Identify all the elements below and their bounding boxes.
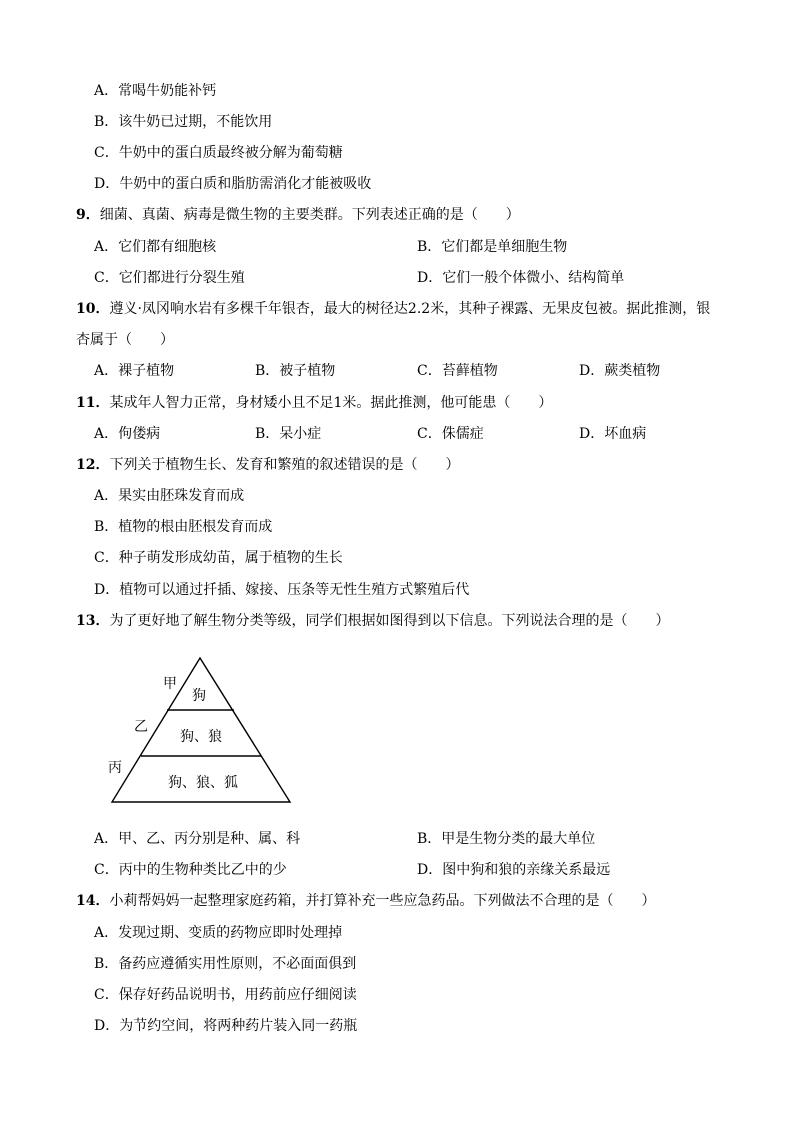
q10-stem [76,300,710,318]
q10-text-line2: 杏属于（ ） [76,332,174,348]
q12-option-c: C．种子萌发形成幼苗，属于植物的生长 [94,550,343,566]
q13-number: 13． [76,613,110,629]
q14-stem [76,892,655,910]
q10-text-line1: 遵义·凤冈响水岩有多棵千年银杏，最大的树径达2.2米，其种子裸露、无果皮包被。据此推测，银 [109,301,711,317]
q9-option-c: C．它们都进行分裂生殖 [94,270,245,286]
tier-middle-text: 狗、狼 [180,729,222,745]
q13-text: 为了更好地了解生物分类等级，同学们根据如图得到以下信息。下列说法合理的是（ ） [109,613,670,629]
q13-option-c: C．丙中的生物种类比乙中的少 [94,862,287,878]
tier-bottom-text: 狗、狼、狐 [168,775,238,791]
q12-number: 12． [76,457,110,473]
q9-option-b: B．它们都是单细胞生物 [417,239,568,255]
q11-number: 11． [76,395,110,411]
q8-option-d: D．牛奶中的蛋白质和脂肪需消化才能被吸收 [94,176,372,192]
q9-text: 细菌、真菌、病毒是微生物的主要类群。下列表述正确的是（ ） [99,207,520,223]
q14-option-c: C．保存好药品说明书，用药前应仔细阅读 [94,987,357,1003]
q10-option-d: D．蕨类植物 [579,363,661,379]
q9-number: 9． [76,207,100,223]
q13-option-b: B．甲是生物分类的最大单位 [417,831,596,847]
q11-text: 某成年人智力正常，身材矮小且不足1米。据此推测，他可能患（ ） [109,395,553,411]
label-yi: 乙 [134,719,148,735]
label-jia: 甲 [163,676,177,692]
q9-stem [76,206,520,224]
q13-stem [76,612,669,630]
label-bing: 丙 [108,760,122,776]
q8-option-a: A．常喝牛奶能补钙 [94,83,217,99]
q14-option-b: B．备药应遵循实用性原则，不必面面俱到 [94,956,357,972]
q11-option-d: D．坏血病 [579,426,647,442]
q12-option-b: B．植物的根由胚根发育而成 [94,519,273,535]
q14-number: 14． [76,893,110,909]
q11-option-c: C．侏儒症 [417,426,484,442]
q12-option-d: D．植物可以通过扦插、嫁接、压条等无性生殖方式繁殖后代 [94,582,470,598]
q11-option-b: B．呆小症 [255,426,322,442]
tier-top-text: 狗 [192,688,206,704]
q11-stem [76,394,552,412]
q12-text: 下列关于植物生长、发育和繁殖的叙述错误的是（ ） [109,457,460,473]
q11-option-a: A．佝偻病 [94,426,161,442]
q13-option-a: A．甲、乙、丙分别是种、属、科 [94,831,301,847]
classification-pyramid-figure [100,650,300,810]
q12-option-a: A．果实由胚珠发育而成 [94,488,245,504]
q14-option-d: D．为节约空间，将两种药片装入同一药瓶 [94,1018,358,1034]
q8-option-c: C．牛奶中的蛋白质最终被分解为葡萄糖 [94,145,343,161]
q10-number: 10． [76,301,110,317]
q9-option-d: D．它们一般个体微小、结构简单 [417,270,625,286]
q10-option-b: B．被子植物 [255,363,336,379]
q14-option-a: A．发现过期、变质的药物应即时处理掉 [94,925,343,941]
q9-option-a: A．它们都有细胞核 [94,239,217,255]
q10-option-c: C．苔藓植物 [417,363,498,379]
q14-text: 小莉帮妈妈一起整理家庭药箱，并打算补充一些应急药品。下列做法不合理的是（ ） [109,893,656,909]
q8-option-b: B．该牛奶已过期，不能饮用 [94,114,273,130]
q13-option-d: D．图中狗和狼的亲缘关系最远 [417,862,611,878]
q10-option-a: A．裸子植物 [94,363,175,379]
q12-stem [76,456,459,474]
